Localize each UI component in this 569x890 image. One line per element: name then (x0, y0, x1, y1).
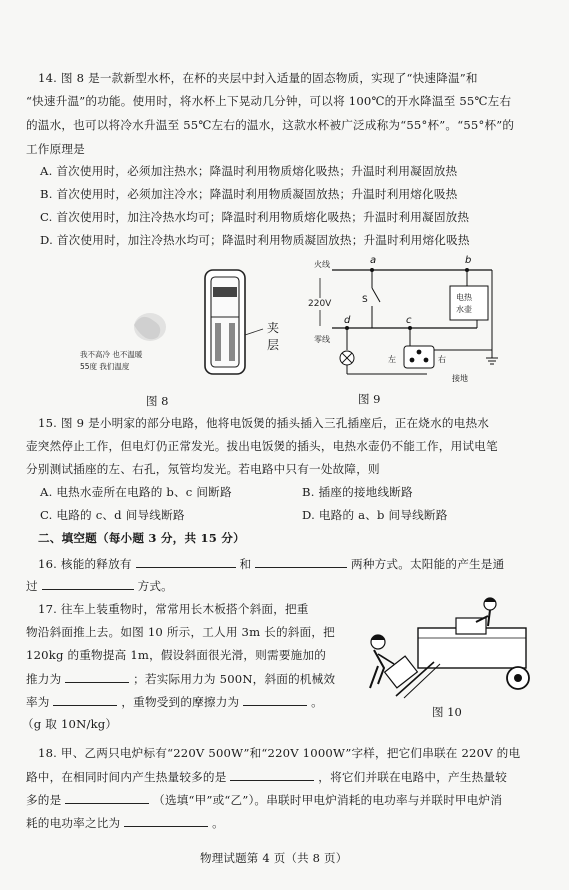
q15-option-d: D. 电路的 a、b 间导线断路 (302, 508, 448, 522)
q15-line-2: 壶突然停止工作，但电灯仍正常发光。拔出电饭煲的插头，电热水壶仍不能工作，用试电笔 (26, 439, 498, 453)
q14-option-d: D. 首次使用时，加注冷热水均可；降温时利用物质凝固放热；升温时利用熔化吸热 (40, 233, 470, 247)
page-footer: 物理试题第 4 页（共 8 页） (200, 851, 348, 865)
q17-text-4b: ；若实际用力为 500N，斜面的机械效 (133, 672, 336, 686)
q14-line-1: 14. 图 8 是一款新型水杯，在杯的夹层中封入适量的固态物质，实现了“快速降温”和 (38, 71, 478, 85)
huoxian-label: 火线 (314, 260, 330, 269)
q15-line-1: 15. 图 9 是小明家的部分电路，他将电饭煲的插头插入三孔插座后，正在烧水的电热水 (38, 416, 490, 430)
q16-text-1: 16. 核能的释放有 (38, 557, 132, 571)
label-ceng: 层 (267, 338, 280, 352)
fig10-caption: 图 10 (432, 705, 462, 719)
switch-label: S (362, 295, 368, 305)
q17-text-4a: 推力为 (26, 672, 62, 686)
q17-line-2: 物沿斜面推上去。如图 10 所示，工人用 3m 长的斜面，把 (26, 625, 335, 639)
q18-line-3 (26, 791, 551, 808)
cup-diagram (205, 270, 263, 374)
q15-line-3: 分别测试插座的左、右孔，氖管均发光。若电路中只有一处故障，则 (26, 462, 380, 476)
q17-blank-2[interactable] (53, 693, 117, 706)
q14-option-c: C. 首次使用时，加注冷热水均可；降温时利用物质熔化吸热；升温时利用凝固放热 (40, 210, 470, 224)
cup-text-2: 55度 我们温度 (80, 362, 130, 371)
q18-blank-2[interactable] (65, 791, 149, 804)
q18-text-3b: （选填“甲”或“乙”）。串联时甲电炉消耗的电功率与并联时甲电炉消 (153, 793, 503, 807)
q16-text-4: 过 (26, 579, 38, 593)
label-jia: 夹 (267, 321, 280, 335)
q18-line-1: 18. 甲、乙两只电炉标有“220V 500W”和“220V 1000W”字样，把它们串联在 220V 的电 (38, 746, 521, 760)
q14-line-4: 工作原理是 (26, 142, 85, 156)
q17-line-6: （g 取 10N/kg） (22, 717, 118, 731)
q16-blank-2[interactable] (255, 555, 347, 568)
figure-9-circuit (302, 250, 502, 385)
q17-blank-3[interactable] (243, 693, 307, 706)
lingxian-label: 零线 (314, 335, 330, 344)
q17-text-5a: 率为 (26, 695, 50, 709)
q14-line-3: 的温水，也可以将冷水升温至 55℃左右的温水，这款水杯被广泛成称为“55°杯”。“55°杯”的 (26, 118, 515, 132)
section-2-title: 二、填空题（每小题 3 分，共 15 分） (38, 531, 245, 545)
fig9-caption: 图 9 (358, 392, 381, 406)
socket-left-label: 左 (388, 355, 396, 364)
node-a: a (370, 255, 377, 266)
q14-option-b: B. 首次使用时，必须加注冷水；降温时利用物质凝固放热；升温时利用熔化吸热 (40, 187, 458, 201)
q16-line-1 (38, 555, 551, 572)
q18-blank-3[interactable] (124, 814, 208, 827)
node-c: c (406, 315, 412, 326)
ground-label: 接地 (452, 374, 468, 383)
q16-text-5: 方式。 (137, 579, 173, 593)
q15-option-c: C. 电路的 c、d 间导线断路 (40, 508, 185, 522)
node-b: b (465, 255, 472, 266)
q15-option-a: A. 电热水壶所在电路的 b、c 间断路 (40, 485, 232, 499)
q14-option-a: A. 首次使用时，必须加注热水；降温时利用物质熔化吸热；升温时利用凝固放热 (40, 164, 458, 178)
fig8-caption: 图 8 (146, 394, 169, 408)
q15-option-b: B. 插座的接地线断路 (302, 485, 413, 499)
cup-text-1: 我不高冷 也不温暖 (80, 350, 143, 359)
q18-text-2a: 路中，在相同时间内产生热量较多的是 (26, 770, 227, 784)
q18-text-2b: ，将它们并联在电路中，产生热量较 (318, 770, 507, 784)
q18-line-2 (26, 768, 551, 785)
kettle-label-2: 水壶 (456, 305, 472, 314)
figure-10-truck (348, 590, 548, 705)
q16-blank-3[interactable] (42, 577, 134, 590)
q17-line-1: 17. 往车上装重物时，常常用长木板搭个斜面，把重 (38, 602, 309, 616)
q18-line-4 (26, 814, 551, 831)
kettle-label-1: 电热 (456, 293, 472, 302)
q17-line-3: 120kg 的重物提高 1m，假设斜面很光滑，则需要施加的 (26, 648, 326, 662)
q17-text-5c: 。 (311, 695, 323, 709)
q16-text-3: 两种方式。太阳能的产生是通 (351, 557, 505, 571)
q18-text-4a: 耗的电功率之比为 (26, 816, 121, 830)
q17-text-5b: ，重物受到的摩擦力为 (121, 695, 240, 709)
q14-line-2: “快速升温”的功能。使用时，将水杯上下晃动几分钟，可以将 100℃的开水降温至 55℃左右 (26, 94, 512, 108)
socket-right-label: 右 (438, 355, 446, 364)
q17-blank-1[interactable] (65, 670, 129, 683)
node-d: d (344, 315, 351, 326)
q16-blank-1[interactable] (136, 555, 236, 568)
figure-8-cup (70, 265, 300, 395)
cup-left-image (80, 313, 166, 371)
voltage-label: 220V (308, 299, 332, 309)
q18-text-3a: 多的是 (26, 793, 62, 807)
q18-text-4b: 。 (212, 816, 224, 830)
q16-text-2: 和 (239, 557, 252, 571)
q18-blank-1[interactable] (230, 768, 314, 781)
